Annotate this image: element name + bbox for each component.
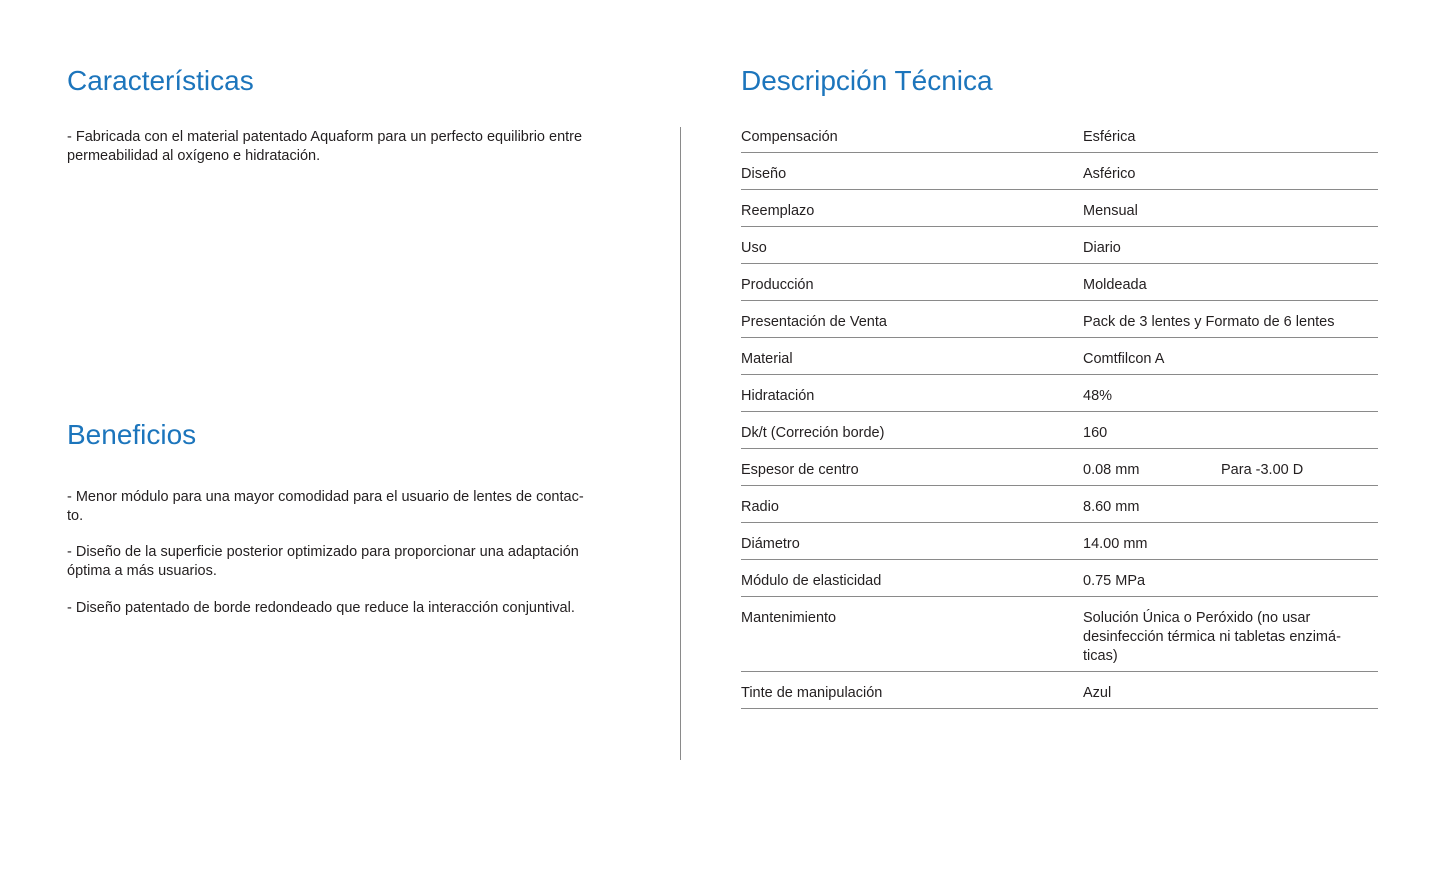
- spec-value: 0.75 MPa: [1083, 573, 1146, 589]
- column-divider: [680, 127, 681, 760]
- spec-row-reemplazo: [741, 202, 1378, 227]
- spec-value: Moldeada: [1083, 277, 1147, 293]
- spec-label: Material: [741, 351, 793, 367]
- spec-value: Solución Única o Peróxido (no usar desinfección térmica ni tabletas enzimá-ticas): [1083, 610, 1341, 664]
- spec-label: Radio: [741, 499, 779, 515]
- beneficios-heading: Beneficios: [67, 419, 197, 450]
- spec-value: Diario: [1083, 240, 1121, 256]
- spec-row-hidratacion: [741, 387, 1378, 412]
- caracteristicas-item: - Fabricada con el material patentado Aquaform para un perfecto equilibrio entre permeabilidad al oxígeno e hidratación.: [67, 129, 583, 164]
- beneficios-item: - Diseño patentado de borde redondeado que reduce la interacción conjuntival.: [67, 600, 575, 616]
- spec-label: Espesor de centro: [741, 462, 859, 478]
- spec-value: 8.60 mm: [1083, 499, 1140, 515]
- spec-label: Producción: [741, 277, 814, 293]
- caracteristicas-heading: Características: [67, 65, 254, 96]
- spec-value: Asférico: [1083, 166, 1136, 182]
- spec-label: Compensación: [741, 129, 838, 145]
- spec-row-uso: [741, 239, 1378, 264]
- spec-row-produccion: [741, 276, 1378, 301]
- descripcion-tecnica-heading: Descripción Técnica: [741, 65, 993, 96]
- spec-label: Módulo de elasticidad: [741, 573, 882, 589]
- spec-row-tinte: [741, 684, 1378, 709]
- spec-value: 0.08 mm: [1083, 462, 1140, 478]
- spec-label: Uso: [741, 240, 767, 256]
- spec-row-radio: [741, 498, 1378, 523]
- spec-value: 48%: [1083, 388, 1113, 404]
- spec-row-modulo: [741, 572, 1378, 597]
- spec-value: Comtfilcon A: [1083, 351, 1165, 367]
- spec-row-compensacion: [741, 128, 1378, 153]
- spec-value: Pack de 3 lentes y Formato de 6 lentes: [1083, 314, 1335, 330]
- spec-table: [741, 128, 1378, 721]
- spec-row-presentacion: [741, 313, 1378, 338]
- spec-label: Diámetro: [741, 536, 800, 552]
- spec-label: Tinte de manipulación: [741, 685, 883, 701]
- beneficios-item: - Menor módulo para una mayor comodidad para el usuario de lentes de contac-to.: [67, 489, 584, 524]
- spec-value: Mensual: [1083, 203, 1138, 219]
- spec-label: Presentación de Venta: [741, 314, 887, 330]
- beneficios-item: - Diseño de la superficie posterior optimizado para proporcionar una adaptación óptima a más usuarios.: [67, 544, 579, 579]
- spec-label: Reemplazo: [741, 203, 815, 219]
- spec-label: Hidratación: [741, 388, 815, 404]
- spec-label: Mantenimiento: [741, 610, 837, 626]
- spec-label: Diseño: [741, 166, 787, 182]
- spec-value: 14.00 mm: [1083, 536, 1148, 552]
- spec-row-diametro: [741, 535, 1378, 560]
- spec-value: Azul: [1083, 685, 1112, 701]
- spec-row-dkt: [741, 424, 1378, 449]
- spec-extra-note: Para -3.00 D: [1221, 462, 1304, 478]
- spec-row-mantenimiento: [741, 609, 1378, 672]
- spec-value: 160: [1083, 425, 1108, 441]
- spec-row-diseno: [741, 165, 1378, 190]
- spec-row-espesor: [741, 461, 1378, 486]
- spec-label: Dk/t (Correción borde): [741, 425, 885, 441]
- spec-row-material: [741, 350, 1378, 375]
- spec-value: Esférica: [1083, 129, 1136, 145]
